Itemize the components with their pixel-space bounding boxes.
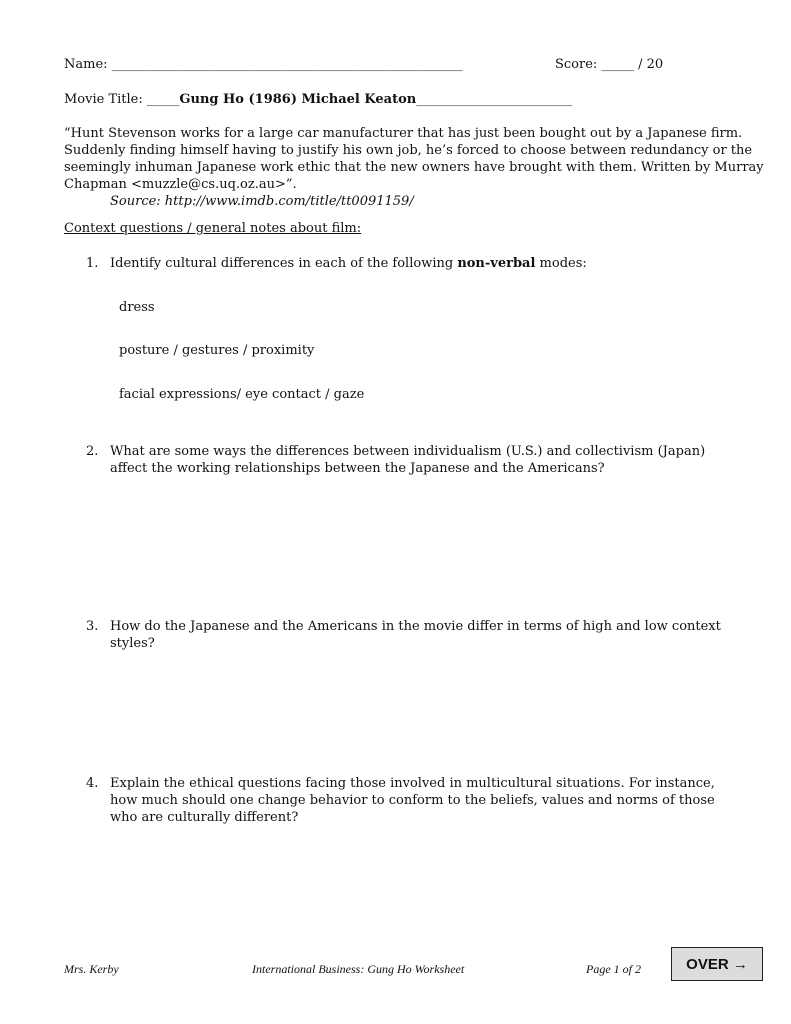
movie-title-line [64, 92, 572, 107]
question-2-line-1: What are some ways the differences between individualism (U.S.) and collectivism (Japan) [110, 444, 706, 459]
footer-author: Mrs. Kerby [64, 962, 119, 976]
mode-posture: posture / gestures / proximity [119, 343, 315, 358]
synopsis-source: Source: http://www.imdb.com/title/tt0091159/ [110, 194, 414, 209]
over-button[interactable] [671, 947, 763, 981]
synopsis-line-4: Chapman <muzzle@cs.uq.oz.au>”. [64, 177, 297, 192]
question-4-number: 4. [86, 776, 99, 791]
question-1-text: Identify cultural differences in each of the following non-verbal modes: [110, 256, 587, 271]
name-field [64, 57, 463, 72]
synopsis-line-1: “Hunt Stevenson works for a large car manufacturer that has just been bought out by a Japanese firm. [64, 126, 743, 141]
question-3-number: 3. [86, 619, 99, 634]
footer-course: International Business: Gung Ho Worksheet [252, 962, 465, 976]
movie-title-blank-before: _____ [146, 92, 180, 107]
movie-title: Gung Ho (1986) Michael Keaton [179, 92, 417, 107]
score-field [555, 57, 663, 72]
question-1-number: 1. [86, 256, 99, 271]
context-heading: Context questions / general notes about film: [64, 221, 362, 236]
question-2-line-2: affect the working relationships between the Japanese and the Americans? [110, 461, 605, 476]
question-4-line-3: who are culturally different? [110, 810, 299, 825]
movie-title-label: Movie Title: [64, 92, 147, 107]
mode-facial: facial expressions/ eye contact / gaze [119, 387, 365, 402]
over-label: OVER → [686, 955, 748, 973]
movie-title-blank-after: ________________________ [416, 92, 573, 107]
score-label: Score: [555, 57, 602, 72]
synopsis-line-2: Suddenly finding himself having to justify his own job, he’s forced to choose between redundancy or the [64, 143, 753, 158]
question-3-line-2: styles? [110, 636, 155, 651]
question-3-line-1: How do the Japanese and the Americans in the movie differ in terms of high and low context [110, 619, 721, 634]
mode-dress: dress [119, 300, 155, 315]
footer-page: Page 1 of 2 [586, 962, 641, 976]
name-label: Name: [64, 57, 112, 72]
score-total: / 20 [633, 57, 664, 72]
score-blank[interactable]: _____ [601, 57, 634, 72]
question-4-line-2: how much should one change behavior to conform to the beliefs, values and norms of those [110, 793, 715, 808]
non-verbal-emphasis: non-verbal [457, 256, 536, 271]
synopsis-line-3: seemingly inhuman Japanese work ethic that the new owners have brought with them. Written by Murray [64, 160, 764, 175]
name-blank[interactable]: ______________________________________________________ [111, 57, 463, 72]
question-4-line-1: Explain the ethical questions facing those involved in multicultural situations. For instance, [110, 776, 715, 791]
question-2-number: 2. [86, 444, 99, 459]
